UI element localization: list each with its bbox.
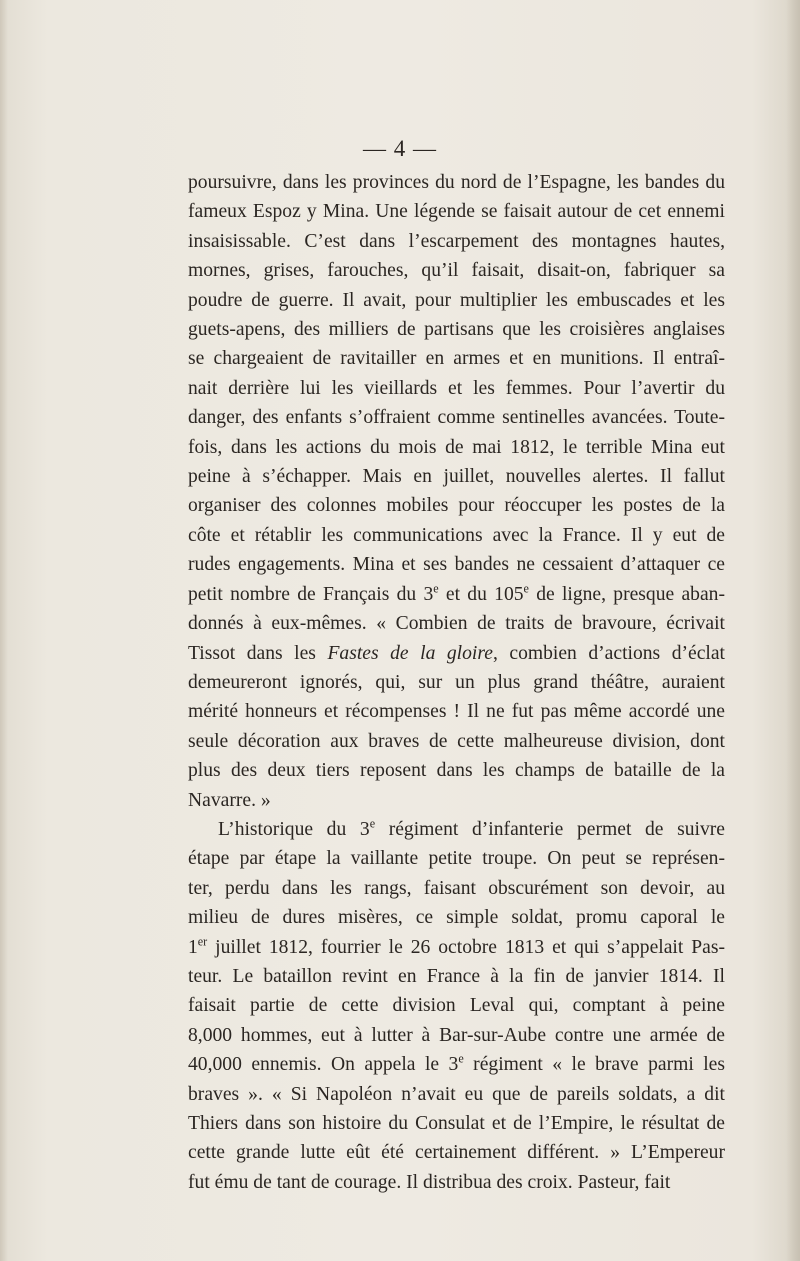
text-line: poudre de guerre. Il avait, pour multiplier les embuscades et les — [188, 289, 725, 311]
text-line: plus des deux tiers reposent dans les champs de bataille de la — [188, 760, 725, 782]
text-line: fameux Espoz y Mina. Une légende se faisait autour de cet ennemi — [188, 201, 725, 223]
text-line: faisait partie de cette division Leval qui, comptant à peine — [188, 995, 725, 1017]
text-line: poursuivre, dans les provinces du nord de l’Espagne, les bandes du — [188, 172, 725, 193]
text-line: teur. Le bataillon revint en France à la fin de janvier 1814. Il — [188, 965, 725, 987]
text-line: Thiers dans son histoire du Consulat et de l’Empire, le résultat de — [188, 1113, 725, 1134]
text-line: demeureront ignorés, qui, sur un plus grand théâtre, auraient — [188, 671, 725, 693]
text-line: L’historique du 3e régiment d’infanterie permet de suivre — [218, 816, 725, 840]
paragraph — [188, 168, 725, 815]
text-line: mornes, grises, farouches, qu’il faisait, disait-on, fabriquer sa — [188, 260, 725, 282]
text-line: seule décoration aux braves de cette malheureuse division, dont — [188, 730, 725, 752]
text-line: guets-apens, des milliers de partisans que les croisières anglaises — [188, 319, 725, 341]
text-line: peine à s’échapper. Mais en juillet, nouvelles alertes. Il fallut — [188, 466, 725, 488]
text-line: organiser des colonnes mobiles pour réoccuper les postes de la — [188, 495, 725, 517]
text-line: nait derrière lui les vieillards et les femmes. Pour l’avertir du — [188, 377, 725, 399]
text-line: fois, dans les actions du mois de mai 1812, le terrible Mina eut — [188, 436, 725, 458]
page-left-shadow — [0, 0, 8, 1261]
text-line: braves ». « Si Napoléon n’avait eu que de pareils soldats, a dit — [188, 1083, 725, 1105]
text-line: 1er juillet 1812, fourrier le 26 octobre 1813 et qui s’appelait Pas- — [188, 934, 725, 958]
text-line: 40,000 ennemis. On appela le 3e régiment « le brave parmi les — [188, 1051, 725, 1076]
text-line: 8,000 hommes, eut à lutter à Bar-sur-Aube contre une armée de — [188, 1024, 725, 1046]
text-line: petit nombre de Français du 3e et du 105e de ligne, presque aban- — [188, 581, 725, 605]
text-line: ter, perdu dans les rangs, faisant obscurément son devoir, au — [188, 877, 725, 899]
text-line: mérité honneurs et récompenses ! Il ne fut pas même accordé une — [188, 701, 725, 723]
text-line: Tissot dans les Fastes de la gloire, combien d’actions d’éclat — [188, 642, 725, 664]
text-line: se chargeaient de ravitailler en armes et en munitions. Il entraî- — [188, 348, 725, 370]
text-line: cette grande lutte eût été certainement différent. » L’Empereur — [188, 1142, 725, 1164]
text-line: danger, des enfants s’offraient comme sentinelles avancées. Toute- — [188, 407, 725, 429]
body-text — [188, 168, 725, 1197]
text-line: étape par étape la vaillante petite troupe. On peut se représen- — [188, 848, 725, 870]
text-line: côte et rétablir les communications avec la France. Il y eut de — [188, 524, 725, 546]
text-line: milieu de dures misères, ce simple soldat, promu caporal le — [188, 907, 725, 929]
page-number: — 4 — — [363, 136, 437, 161]
text-line: fut ému de tant de courage. Il distribua des croix. Pasteur, fait — [188, 1171, 671, 1193]
text-line: rudes engagements. Mina et ses bandes ne cessaient d’attaquer ce — [188, 554, 725, 576]
text-line: insaisissable. C’est dans l’escarpement des montagnes hautes, — [188, 230, 725, 252]
text-line: Navarre. » — [188, 789, 271, 811]
paragraph — [188, 815, 725, 1197]
text-line: donnés à eux-mêmes. « Combien de traits de bravoure, écrivait — [188, 613, 725, 635]
page-right-shadow — [786, 0, 800, 1261]
